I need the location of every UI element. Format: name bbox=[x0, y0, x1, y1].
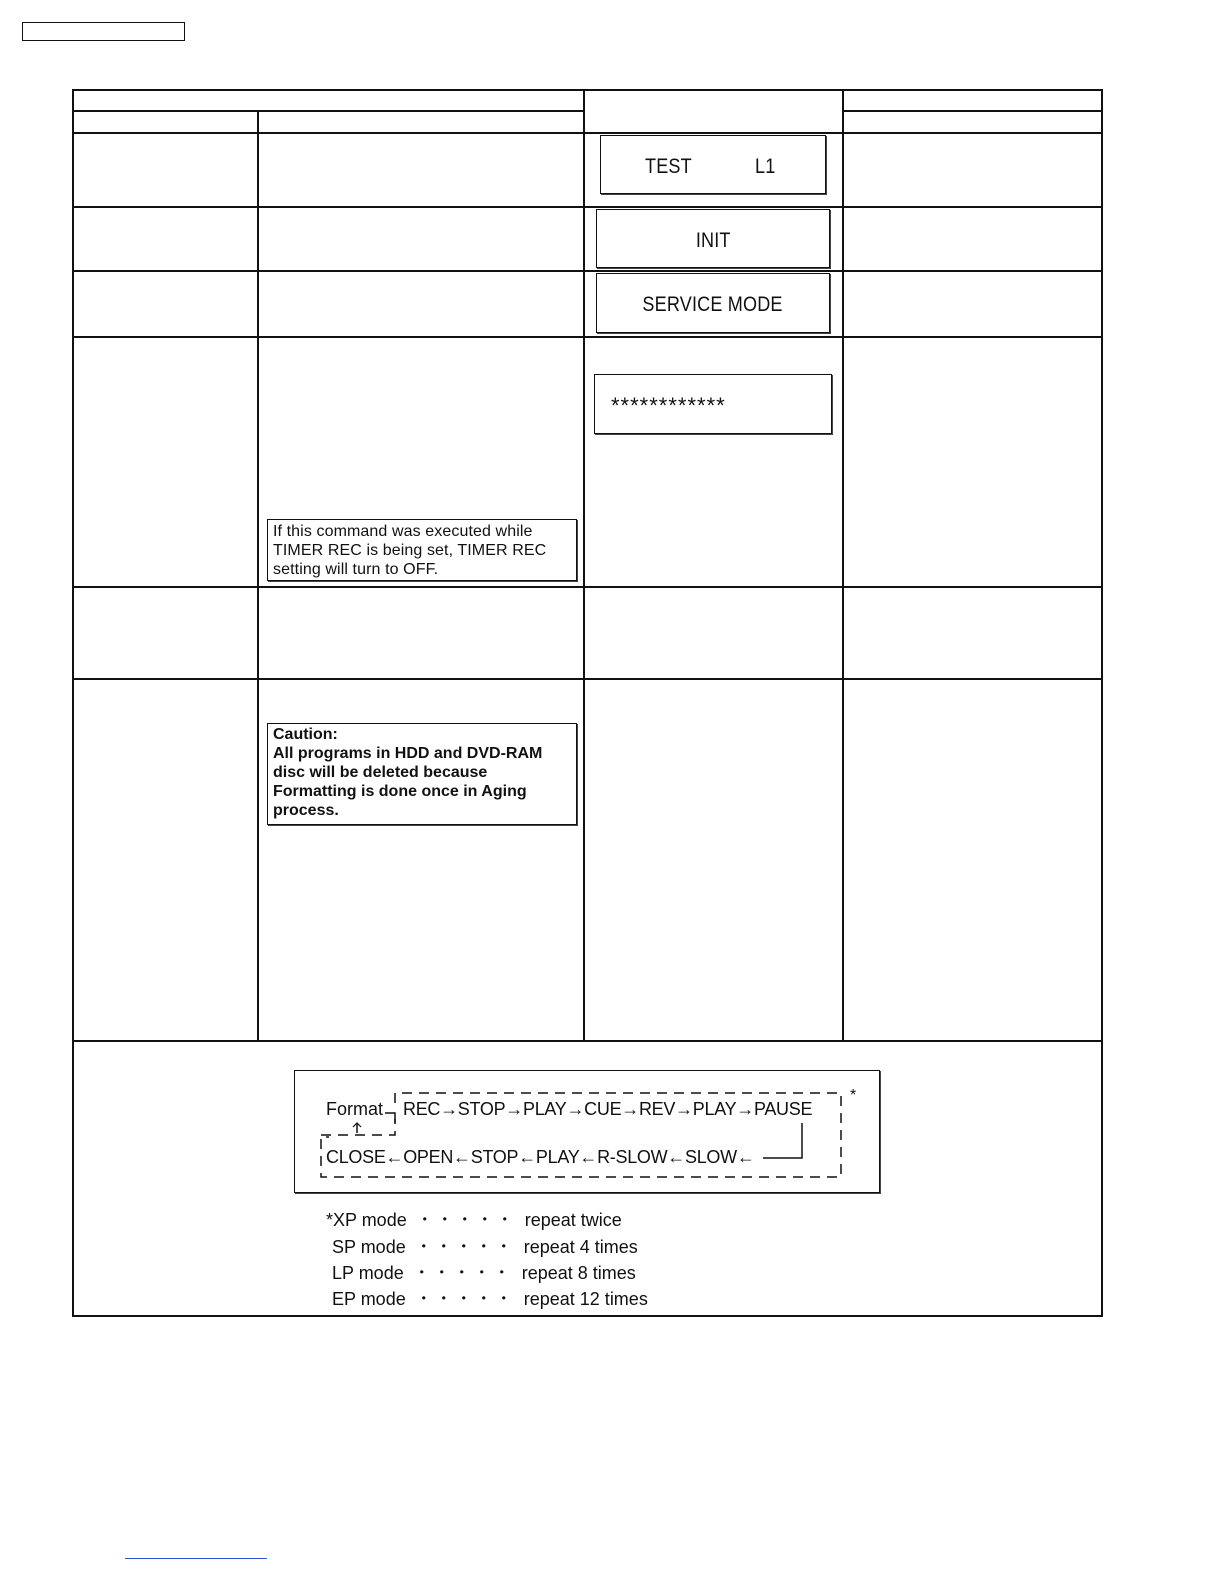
mode-dots: ・・・・・ bbox=[414, 1237, 515, 1257]
mode-label: *XP mode bbox=[326, 1210, 407, 1230]
mode-row-sp bbox=[332, 1233, 638, 1259]
mode-repeat: repeat twice bbox=[524, 1210, 622, 1230]
mode-label: SP mode bbox=[332, 1237, 406, 1257]
caution-note bbox=[267, 723, 577, 825]
mode-repeat: repeat 12 times bbox=[523, 1289, 648, 1309]
document-header-box bbox=[22, 22, 185, 41]
display-init-label: INIT bbox=[695, 228, 731, 252]
mode-row-xp bbox=[326, 1206, 622, 1232]
mode-row-lp bbox=[332, 1259, 636, 1285]
display-test-l1 bbox=[600, 135, 826, 194]
footer-link-underline[interactable] bbox=[125, 1558, 267, 1559]
display-asterisks bbox=[594, 374, 832, 434]
aging-asterisk: * bbox=[850, 1087, 857, 1104]
mode-dots: ・・・・・ bbox=[415, 1210, 516, 1230]
aging-format-label: Format bbox=[326, 1099, 384, 1119]
mode-row-ep bbox=[332, 1285, 648, 1311]
aging-flow-diagram bbox=[294, 1070, 880, 1193]
display-test-label: TEST bbox=[645, 155, 692, 178]
display-service-mode bbox=[596, 273, 830, 333]
display-init bbox=[596, 209, 830, 268]
mode-repeat: repeat 4 times bbox=[523, 1237, 638, 1257]
aging-flow-lines bbox=[295, 1071, 881, 1194]
mode-dots: ・・・・・ bbox=[414, 1289, 515, 1309]
mode-label: EP mode bbox=[332, 1289, 406, 1309]
display-service-mode-label: SERVICE MODE bbox=[642, 293, 784, 316]
mode-label: LP mode bbox=[332, 1263, 404, 1283]
caution-body: All programs in HDD and DVD-RAM disc will be deleted because Formatting is done once in Aging process. bbox=[273, 745, 543, 819]
aging-top-sequence: REC→STOP→PLAY→CUE→REV→PLAY→PAUSE bbox=[403, 1099, 813, 1119]
timer-rec-note: If this command was executed while TIMER REC is being set, TIMER REC setting will turn to OFF. bbox=[267, 519, 577, 581]
aging-bottom-sequence: CLOSE←OPEN←STOP←PLAY←R-SLOW←SLOW← bbox=[326, 1147, 755, 1167]
display-asterisks-label: ************ bbox=[611, 393, 726, 418]
mode-dots: ・・・・・ bbox=[412, 1263, 513, 1283]
display-l1-label: L1 bbox=[755, 155, 776, 178]
caution-title: Caution: bbox=[273, 726, 338, 743]
mode-repeat: repeat 8 times bbox=[521, 1263, 636, 1283]
